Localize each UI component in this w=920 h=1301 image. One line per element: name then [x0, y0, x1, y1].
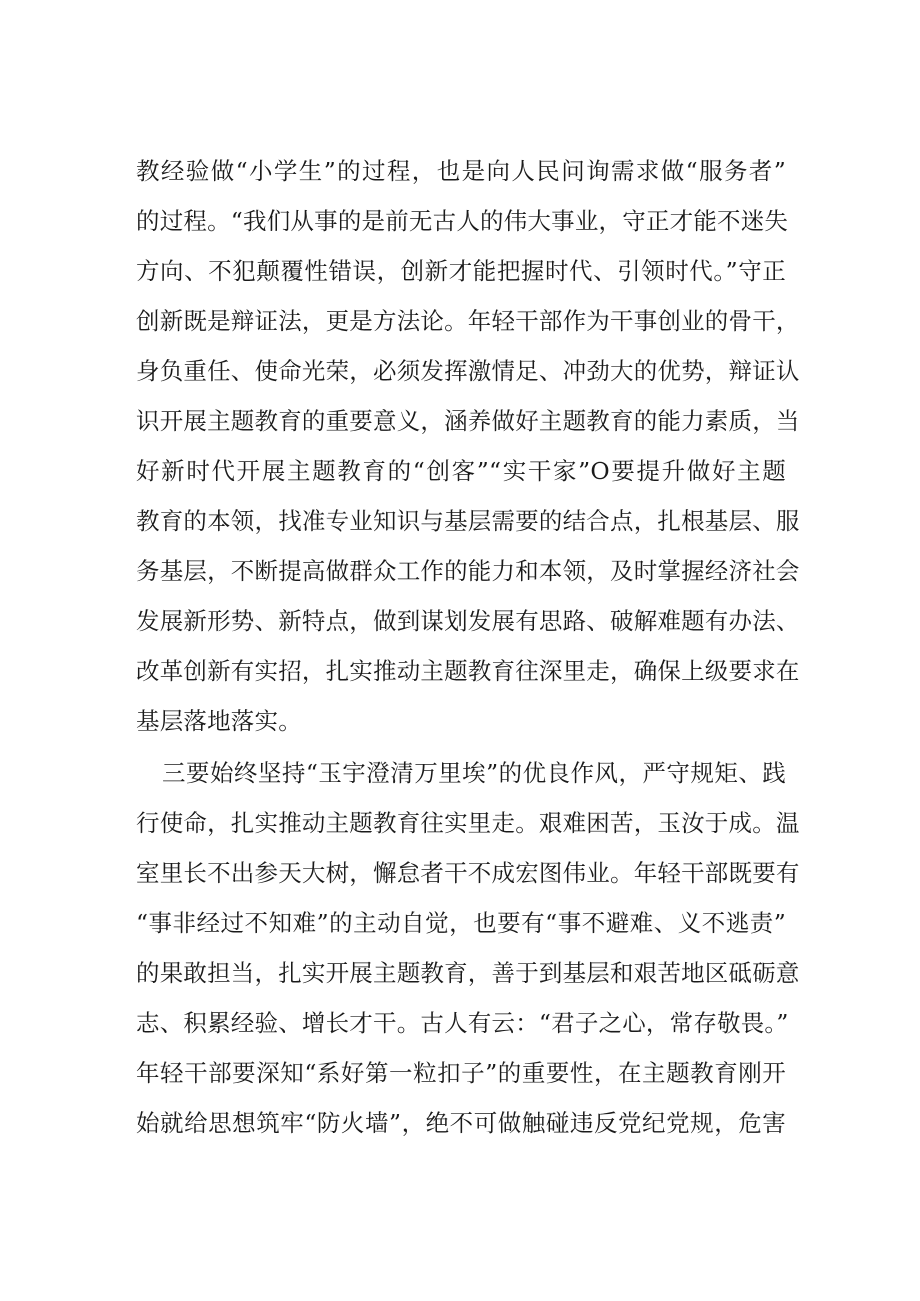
text-line: 行使命，扎实推动主题教育往实里走。艰难困苦，玉汝于成。温	[136, 809, 800, 837]
text-line: 改革创新有实招，扎实推动主题教育往深里走，确保上级要求在	[136, 657, 800, 685]
text-line: 教经验做“小学生”的过程，也是向人民问询需求做“服务者”	[136, 157, 786, 185]
text-line: 的过程。“我们从事的是前无古人的伟大事业，守正才能不迷失	[136, 207, 789, 235]
text-line: 的果敢担当，扎实开展主题教育，善于到基层和艰苦地区砥砺意	[136, 959, 800, 987]
text-line: 发展新形势、新特点，做到谋划发展有思路、破解难题有办法、	[136, 607, 800, 635]
text-line: 身负重任、使命光荣，必须发挥激情足、冲劲大的优势，辩证认	[136, 357, 800, 385]
text-line: 方向、不犯颠覆性错误，创新才能把握时代、引领时代。”守正	[136, 257, 786, 285]
text-line: 识开展主题教育的重要意义，涵养做好主题教育的能力素质，当	[136, 407, 800, 435]
paragraph-first-line: 三要始终坚持“玉宇澄清万里埃”的优良作风，严守规矩、践	[162, 759, 786, 787]
text-line: 室里长不出参天大树，懈怠者干不成宏图伟业。年轻干部既要有	[136, 859, 800, 887]
text-line: 好新时代开展主题教育的“创客”“实干家”O要提升做好主题	[136, 457, 786, 485]
text-line: 教育的本领，找准专业知识与基层需要的结合点，扎根基层、服	[136, 507, 800, 535]
text-line: 创新既是辩证法，更是方法论。年轻干部作为干事创业的骨干，	[136, 307, 800, 335]
text-line: 年轻干部要深知“系好第一粒扣子”的重要性，在主题教育刚开	[136, 1059, 786, 1087]
text-line: 始就给思想筑牢“防火墙”，绝不可做触碰违反党纪党规，危害	[136, 1109, 786, 1137]
text-line: 务基层，不断提高做群众工作的能力和本领，及时掌握经济社会	[136, 557, 800, 585]
text-line: 志、积累经验、增长才干。古人有云：“君子之心，常存敬畏。”	[136, 1009, 789, 1037]
text-line: “事非经过不知难”的主动自觉，也要有“事不避难、义不逃责”	[136, 909, 786, 937]
text-line: 基层落地落实。	[136, 707, 302, 735]
